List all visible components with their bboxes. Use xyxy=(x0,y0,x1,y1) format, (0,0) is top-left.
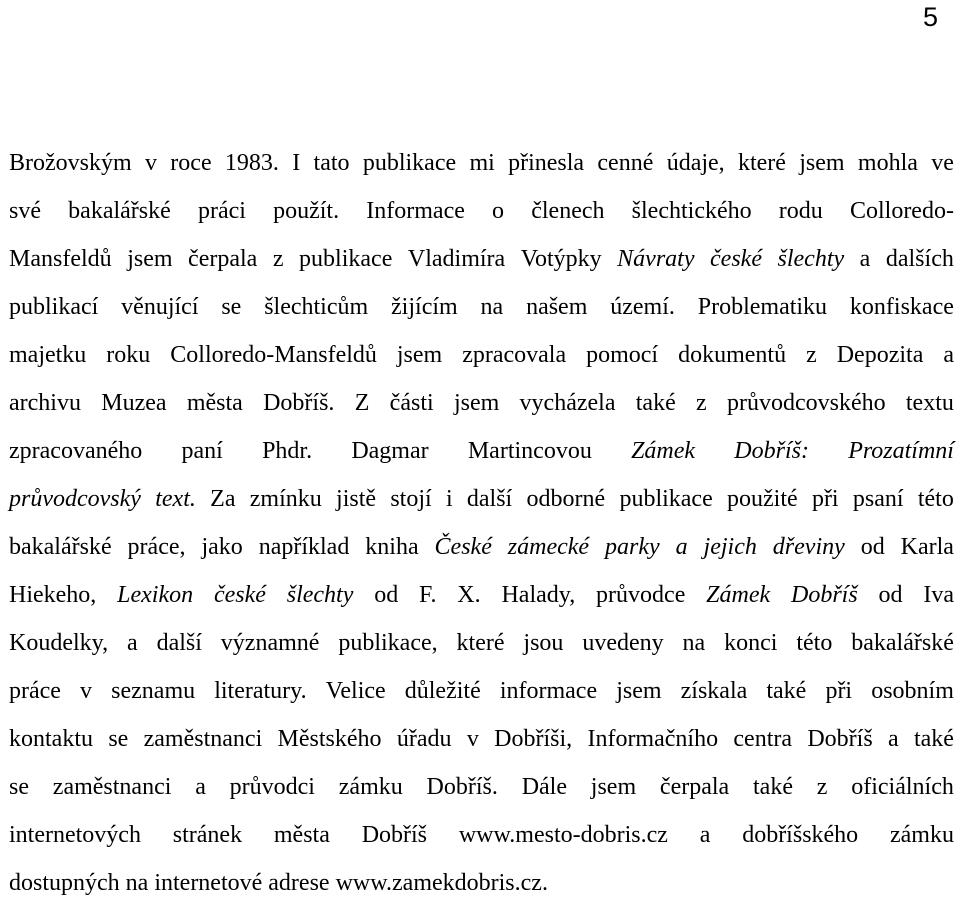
word: použít. xyxy=(273,198,340,224)
word: které xyxy=(456,630,505,656)
word: publikace xyxy=(299,246,393,272)
word: dobříšského xyxy=(742,822,859,848)
word: Brožovským xyxy=(9,150,132,176)
word: a xyxy=(943,342,954,368)
word: www.mesto-dobris.cz xyxy=(458,822,668,848)
word: důležité xyxy=(404,678,481,704)
word: na xyxy=(682,630,706,656)
word: na xyxy=(125,870,149,896)
word: informace xyxy=(499,678,598,704)
italic-word: Zámek xyxy=(631,438,696,464)
word: zpracovaného xyxy=(9,438,143,464)
word: z xyxy=(806,342,817,368)
word: a xyxy=(887,726,899,752)
word: zaměstnanci xyxy=(143,726,263,752)
word: zpracovala xyxy=(462,342,567,368)
italic-word: parky xyxy=(605,534,660,560)
word: se xyxy=(108,726,129,752)
word: použité xyxy=(727,486,798,512)
word: Mansfeldů xyxy=(9,246,112,272)
word: internetových xyxy=(9,822,141,848)
word: oficiálních xyxy=(851,774,954,800)
word: roku xyxy=(106,342,151,368)
italic-word: Dobříš xyxy=(790,582,858,608)
word: Za xyxy=(210,486,236,512)
word: v xyxy=(80,678,93,704)
word: zmínku xyxy=(249,486,322,512)
word: úřadu xyxy=(396,726,452,752)
word: seznamu xyxy=(111,678,196,704)
word: tato xyxy=(313,150,350,176)
word: F. xyxy=(419,582,437,608)
word: kniha xyxy=(365,534,419,560)
word: práce, xyxy=(127,534,186,560)
page-number: 5 xyxy=(922,2,938,32)
word: Votýpky xyxy=(520,246,602,272)
word: a xyxy=(127,630,138,656)
word: jsem xyxy=(453,390,500,416)
word: Problematiku xyxy=(697,294,828,320)
word: šlechticům xyxy=(264,294,369,320)
word: na xyxy=(480,294,504,320)
word: Dagmar xyxy=(351,438,429,464)
word: Karla xyxy=(900,534,954,560)
word: pomocí xyxy=(586,342,659,368)
word: části xyxy=(389,390,434,416)
word: publikací xyxy=(9,294,99,320)
word: konfiskace xyxy=(849,294,954,320)
word: v xyxy=(466,726,479,752)
italic-word: text. xyxy=(155,486,196,512)
text-line xyxy=(9,523,954,571)
word: Dobříš. xyxy=(263,390,335,416)
word: Dobříši, xyxy=(494,726,573,752)
italic-word: průvodcovský xyxy=(9,486,141,512)
word: bakalářské xyxy=(851,630,954,656)
word: práci xyxy=(197,198,246,224)
text-line xyxy=(9,331,954,379)
word: jsem xyxy=(616,678,662,704)
text-line xyxy=(9,619,954,667)
word: přinesla xyxy=(508,150,585,176)
word: Informačního xyxy=(587,726,719,752)
word: například xyxy=(258,534,350,560)
word: jsem xyxy=(127,246,173,272)
word: 1983. xyxy=(224,150,279,176)
word: a xyxy=(699,822,711,848)
word: stojí xyxy=(390,486,432,512)
word: dokumentů xyxy=(678,342,787,368)
word: žijícím xyxy=(391,294,458,320)
italic-word: dřeviny xyxy=(772,534,845,560)
word: získala xyxy=(680,678,748,704)
word: z xyxy=(272,246,284,272)
word: se xyxy=(221,294,242,320)
word: práce xyxy=(9,678,61,704)
word: průvodce xyxy=(596,582,686,608)
italic-word: Prozatímní xyxy=(848,438,954,464)
word: roce xyxy=(170,150,212,176)
word: vycházela xyxy=(519,390,616,416)
word: jako xyxy=(201,534,243,560)
word: členech xyxy=(531,198,605,224)
word: kontaktu xyxy=(9,726,93,752)
word: území. xyxy=(610,294,675,320)
word: věnující xyxy=(121,294,199,320)
word: bakalářské xyxy=(9,534,112,560)
word: ve xyxy=(931,150,954,176)
word: Koudelky, xyxy=(9,630,109,656)
word: průvodci xyxy=(229,774,315,800)
word: významné xyxy=(220,630,320,656)
text-line xyxy=(9,283,954,331)
word: jsem xyxy=(590,774,637,800)
word: bakalářské xyxy=(68,198,171,224)
word: také xyxy=(753,774,793,800)
italic-word: Zámek xyxy=(706,582,771,608)
word: od xyxy=(878,582,903,608)
word: z xyxy=(816,774,828,800)
word: archivu xyxy=(9,390,81,416)
word: města xyxy=(186,390,243,416)
word: také xyxy=(766,678,807,704)
word: psaní xyxy=(852,486,904,512)
word: které xyxy=(737,150,786,176)
word: od xyxy=(860,534,885,560)
text-line xyxy=(9,811,954,859)
italic-word: šlechty xyxy=(777,246,845,272)
word: Dobříš xyxy=(807,726,873,752)
word: a xyxy=(859,246,871,272)
italic-word: šlechty xyxy=(286,582,354,608)
italic-word: Lexikon xyxy=(117,582,194,608)
word: rodu xyxy=(778,198,823,224)
word: internetové xyxy=(154,870,263,896)
word: města xyxy=(273,822,330,848)
word: další xyxy=(156,630,202,656)
word: Vladimíra xyxy=(407,246,506,272)
word: údaje, xyxy=(666,150,725,176)
word: při xyxy=(825,678,853,704)
word: Martincovou xyxy=(467,438,592,464)
word: další xyxy=(466,486,513,512)
word: Velice xyxy=(325,678,386,704)
text-line xyxy=(9,859,954,907)
word: zámku xyxy=(338,774,403,800)
word: mi xyxy=(469,150,495,176)
word: publikace xyxy=(362,150,457,176)
word: zaměstnanci xyxy=(52,774,172,800)
word: zámku xyxy=(890,822,954,848)
italic-word: jejich xyxy=(703,534,757,560)
word: průvodcovského xyxy=(726,390,886,416)
word: dalších xyxy=(885,246,954,272)
text-line xyxy=(9,187,954,235)
word: Phdr. xyxy=(262,438,313,464)
word: čerpala xyxy=(659,774,730,800)
word: dostupných xyxy=(9,870,120,896)
word: textu xyxy=(905,390,954,416)
italic-word: české xyxy=(710,246,762,272)
word: centra xyxy=(733,726,793,752)
word: Depozita xyxy=(836,342,924,368)
text-line xyxy=(9,475,954,523)
italic-word: České xyxy=(434,534,492,560)
word: také xyxy=(635,390,676,416)
word: www.zamekdobris.cz. xyxy=(335,870,548,896)
word: stránek xyxy=(172,822,243,848)
italic-word: Dobříš: xyxy=(734,438,809,464)
word: Iva xyxy=(923,582,954,608)
word: jsou xyxy=(523,630,564,656)
word: od xyxy=(374,582,399,608)
word: se xyxy=(9,774,29,800)
word: šlechtického xyxy=(631,198,752,224)
word: z xyxy=(696,390,707,416)
italic-word: české xyxy=(213,582,266,608)
word: této xyxy=(917,486,954,512)
word: osobním xyxy=(871,678,954,704)
word: o xyxy=(492,198,505,224)
italic-word: Návraty xyxy=(617,246,695,272)
word: uvedeny xyxy=(582,630,664,656)
word: jistě xyxy=(336,486,377,512)
word: při xyxy=(811,486,839,512)
text-line xyxy=(9,379,954,427)
word: Dobříš. xyxy=(426,774,498,800)
word: adrese xyxy=(268,870,330,896)
word: čerpala xyxy=(188,246,258,272)
text-line xyxy=(9,571,954,619)
word: mohla xyxy=(857,150,918,176)
word: Dobříš xyxy=(361,822,428,848)
word: své xyxy=(9,198,41,224)
word: také xyxy=(913,726,954,752)
word: Městského xyxy=(277,726,382,752)
word: této xyxy=(796,630,833,656)
word: konci xyxy=(724,630,778,656)
word: Hiekeho, xyxy=(9,582,97,608)
word: v xyxy=(144,150,157,176)
text-line xyxy=(9,763,954,811)
word: jsem xyxy=(396,342,443,368)
word: literatury. xyxy=(214,678,307,704)
word: publikace, xyxy=(338,630,438,656)
word: odborné xyxy=(526,486,606,512)
text-line xyxy=(9,667,954,715)
word: Muzea xyxy=(101,390,167,416)
word: paní xyxy=(181,438,223,464)
italic-word: a xyxy=(675,534,688,560)
text-line xyxy=(9,715,954,763)
word: i xyxy=(445,486,453,512)
word: Informace xyxy=(366,198,465,224)
text-line xyxy=(9,235,954,283)
italic-word: zámecké xyxy=(507,534,590,560)
word: jsem xyxy=(799,150,845,176)
body-text xyxy=(9,139,954,907)
word: publikace xyxy=(619,486,713,512)
text-line xyxy=(9,139,954,187)
word: majetku xyxy=(9,342,87,368)
word: X. xyxy=(457,582,481,608)
word: Colloredo- xyxy=(849,198,954,224)
word: Z xyxy=(354,390,370,416)
word: Halady, xyxy=(501,582,576,608)
word: I xyxy=(292,150,301,176)
text-line xyxy=(9,427,954,475)
word: Dále xyxy=(521,774,567,800)
word: a xyxy=(195,774,206,800)
word: Colloredo-Mansfeldů xyxy=(170,342,377,368)
word: cenné xyxy=(597,150,654,176)
word: našem xyxy=(526,294,588,320)
